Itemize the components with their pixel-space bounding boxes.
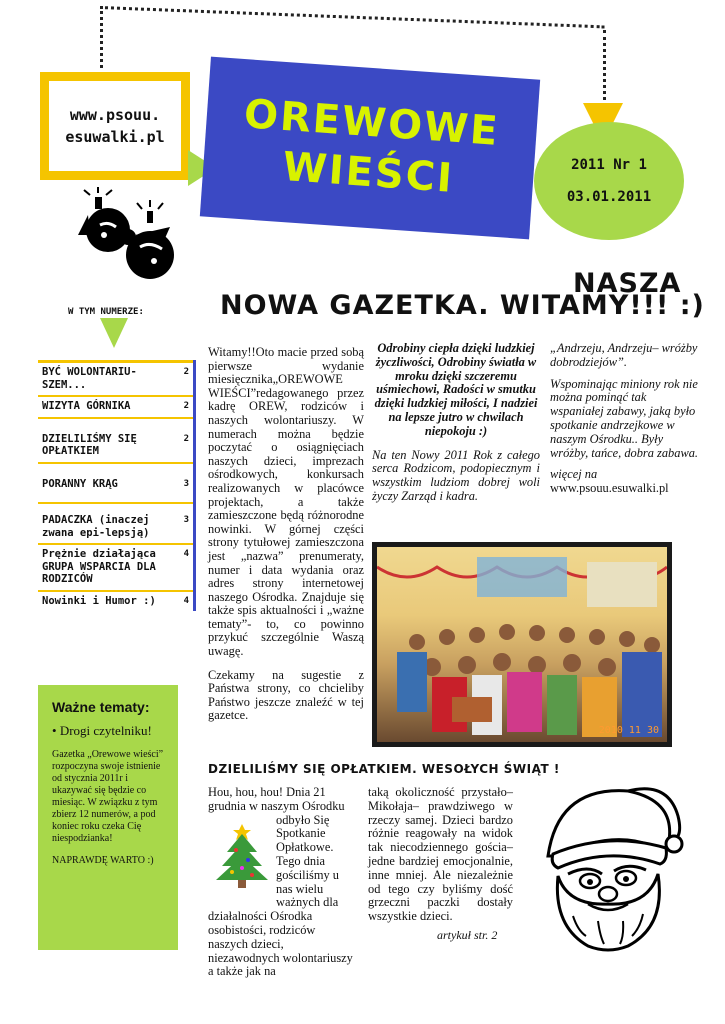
important-topics-title: Ważne tematy: <box>52 699 150 715</box>
toc-item[interactable] <box>38 462 193 503</box>
masthead-title-line2: WIEŚCI <box>281 144 456 202</box>
wish-text: Na ten Nowy 2011 Rok z całego serca Rodzicom, podopiecznym i wszystkim ludziom dobrej woli życzy Zarząd i kadra. <box>372 447 540 503</box>
intro-paragraph-1: Witamy!!Oto macie przed sobą pierwsze wydanie miesięcznika„OREWOWE WIEŚCI”redagowanego przez kadrę OREW, rodziców i naszych wolontariuszy. W numerach można będzie poczytać o osiągnięciach naszych dzieci, imprezach ośrodkowych, konkursach realizowanych w placówce projektach, a także zamieszczone będą różnorodne nowinki. W górnej części strony tytułowej zamieszczona jest „nazwa” prenumeraty, numer i data wydania oraz adres strony internetowej naszego Ośrodka. Znajduje się także spis aktualności i „ważne tematy”- to, co powinno przykuć szczególnie Waszą uwagę. <box>208 345 364 659</box>
toc-item-label: WIZYTA GÓRNIKA <box>42 400 131 412</box>
toc-item[interactable] <box>38 502 193 543</box>
toc-item[interactable] <box>38 417 193 462</box>
toc-item[interactable] <box>38 543 193 590</box>
website-url-line2[interactable]: esuwalki.pl <box>65 128 165 146</box>
important-topics-bullet-text: Drogi czytelniku! <box>59 723 152 738</box>
photo-timestamp: 2010 11 30 <box>598 725 659 736</box>
issue-date: 03.01.2011 <box>566 189 652 205</box>
important-topics-box <box>38 685 178 950</box>
santa-claus-icon <box>528 776 688 956</box>
toc-item-label: PORANNY KRĄG <box>42 477 118 490</box>
poem-text: Odrobiny ciepła dzięki ludzkiej życzliwości, Odrobiny światła w mroku dzięki szczeremu uśmiechowi, Radości w smutku dzięki ludzkiej miłości, I nadziei na lepsze jutro w chwilach niepokoju :) <box>374 341 538 438</box>
masthead-title <box>200 57 540 240</box>
toc-item[interactable] <box>38 395 193 417</box>
arrow-down-icon <box>100 318 128 348</box>
group-photo-illustration <box>377 547 667 742</box>
christmas-ornaments-icon <box>70 185 185 285</box>
article-title: DZIELILIŚMY SIĘ OPŁATKIEM. WESOŁYCH ŚWIĄT ! <box>208 762 560 776</box>
article-left-end: działalności Ośrodka osobistości, rodziców naszych dzieci, niezawodnych wolontariuszy a także jak na <box>208 909 353 979</box>
toc-item-page: 3 <box>183 478 189 489</box>
toc-item-label: PADACZKA (inaczej zwana epi-lepsją) <box>42 514 150 539</box>
headline-line1: NASZA <box>573 268 682 299</box>
toc-item[interactable] <box>38 360 193 395</box>
toc-item-label: DZIELILIŚMY SIĘ OPŁATKIEM <box>42 432 137 457</box>
dotted-border-right <box>603 30 606 100</box>
new-year-wishes <box>372 342 540 504</box>
dotted-border-top <box>100 6 605 28</box>
andrzejki-text: Wspominając miniony rok nie można pominąć tak wspaniałej zabawy, jaką było spotkanie andrzejkowe w naszym Ośrodku.. Były wróżby, tańce, dobra zabawa. <box>550 376 699 460</box>
toc-item-page: 2 <box>183 433 189 444</box>
toc-item-page: 4 <box>183 549 189 559</box>
group-photo <box>372 542 672 747</box>
christmas-tree-icon <box>212 820 272 890</box>
andrzejki-quote: „Andrzeju, Andrzeju– wróżby dobrodziejów”. <box>550 341 698 369</box>
article-left-intro: Hou, hou, hou! Dnia 21 grudnia w naszym Ośrodku <box>208 785 345 813</box>
article-left-middle: odbyło Się Spotkanie Opłatkowe. Tego dnia gościliśmy u nas wielu ważnych dla <box>276 812 339 910</box>
toc-item-label: Prężnie działająca GRUPA WSPARCIA DLA RODZICÓW <box>42 548 156 585</box>
important-topics-cta: NAPRAWDĘ WARTO :) <box>52 855 154 866</box>
article-right-column: taką okoliczność przystało– Mikołaja– prawdziwego w rzeczy samej. Dzieci bardzo różnie reagowały na widok tak niecodziennego gościa– jedne bardziej emocjonalnie, inne mniej. Ale niezależnie od tego czy byliśmy dość grzeczni paczki dostały wszystkie dzieci. <box>368 785 513 924</box>
website-box <box>40 72 190 180</box>
toc-item-page: 2 <box>183 401 189 411</box>
dotted-border-left <box>100 6 103 68</box>
issue-number: 2011 Nr 1 <box>571 157 647 173</box>
masthead-title-line1: OREWOWE <box>242 91 501 155</box>
toc-item[interactable] <box>38 590 193 612</box>
table-of-contents <box>38 360 196 611</box>
important-topics-bullet: • Drogi czytelniku! <box>52 723 152 738</box>
intro-paragraph-2: Czekamy na sugestie z Państwa strony, co chcieliby Państwo jeszcze znaleźć w tej gazetce. <box>208 667 364 723</box>
andrzejki-article <box>550 342 698 496</box>
toc-item-page: 4 <box>183 595 189 606</box>
toc-item-label: BYĆ WOLONTARIU-SZEM... <box>42 366 137 391</box>
important-topics-body: Gazetka „Orewowe wieści” rozpoczyna swoje istnienie od stycznia 2011r i ukazywać się będzie co miesiąc. W związku z tym zbierz 12 numerów, a pod koniec roku czeka Cię niespodzianka! <box>52 749 164 844</box>
intro-article <box>208 346 364 733</box>
headline-line2: NOWA GAZETKA. WITAMY!!! :) <box>220 290 705 321</box>
article-continuation: artykuł str. 2 <box>437 928 498 942</box>
website-url-line1[interactable]: www.psouu. <box>69 106 161 124</box>
andrzejki-more: więcej na <box>550 467 598 482</box>
toc-item-page: 2 <box>183 367 189 377</box>
toc-item-page: 3 <box>183 515 189 525</box>
toc-item-label: Nowinki i Humor :) <box>42 594 156 607</box>
toc-title: W TYM NUMERZE: <box>68 307 144 317</box>
andrzejki-link[interactable]: www.psouu.esuwalki.pl <box>550 481 669 496</box>
issue-badge <box>534 122 684 240</box>
